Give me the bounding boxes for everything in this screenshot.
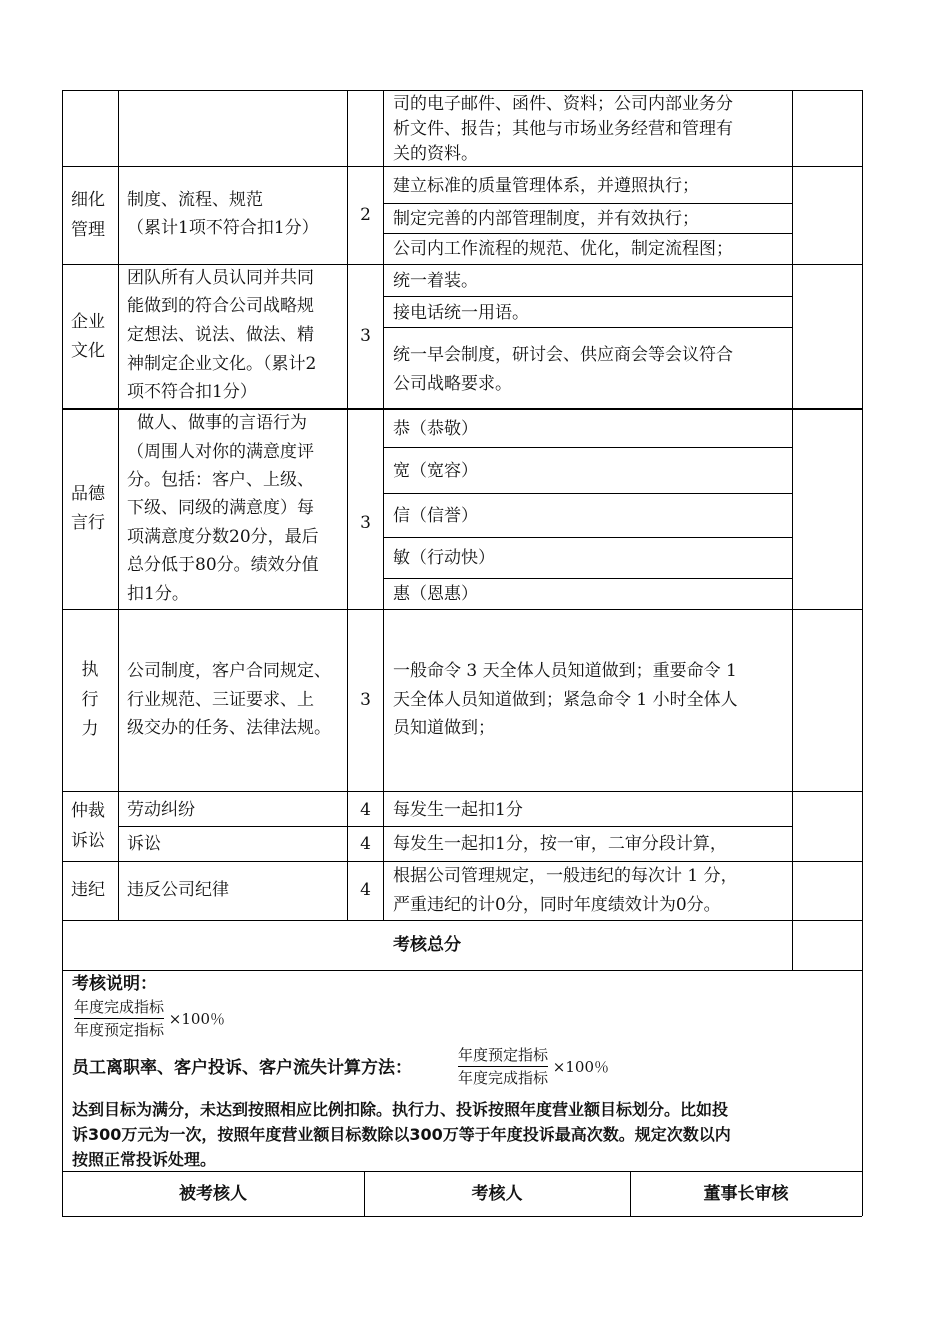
content-text: 总分低于80分。绩效分值 [127,555,319,575]
content-text: 违反公司纪律 [127,880,229,900]
formula-numerator: 年度完成指标 [74,998,165,1016]
notes-paragraph-line: 按照正常投诉处理。 [72,1150,217,1169]
content-text: 做人、做事的言语行为 [137,413,307,433]
content-text: 级交办的任务、法律法规。 [127,718,331,738]
content-text: 定想法、说法、做法、精 [127,325,314,345]
detail-text: 一般命令 3 天全体人员知道做到；重要命令 1 [393,661,737,681]
formula-1 [74,997,225,1040]
content-text: 能做到的符合公司战略规 [127,296,314,316]
category-label: 诉讼 [71,831,105,851]
formula-denominator: 年度预定指标 [74,1021,165,1039]
detail-item: 恭（恭敬） [393,419,478,439]
detail-line: 关的资料。 [393,144,478,164]
chairman-review-label: 董事长审核 [703,1184,789,1204]
category-label: 仲裁 [71,801,105,821]
detail-item: 统一早会制度，研讨会、供应商会等会议符合 [393,345,733,365]
detail-line: 司的电子邮件、函件、资料；公司内部业务分 [393,94,733,114]
content-text: 项不符合扣1分） [127,382,257,402]
score-value: 3 [360,513,371,533]
fraction-bar [458,1066,548,1067]
content-text: 公司制度，客户合同规定、 [127,661,331,681]
detail-line: 析文件、报告；其他与市场业务经营和管理有 [393,119,733,139]
category-label: 文化 [71,341,105,361]
detail-item: 宽（宽容） [393,461,478,481]
category-label: 企业 [71,312,105,332]
detail-text: 每发生一起扣1分 [393,800,523,820]
fraction-bar [74,1018,164,1019]
content-text: 分。包括：客户、上级、 [127,470,314,490]
detail-item: 建立标准的质量管理体系，并遵照执行； [393,176,699,196]
category-label: 行 [81,690,99,710]
formula-2-label: 员工离职率、客户投诉、客户流失计算方法： [72,1058,412,1078]
detail-item: 制定完善的内部管理制度，并有效执行； [393,209,699,229]
notes-paragraph-line: 诉300万元为一次，按照年度营业额目标数除以300万等于年度投诉最高次数。规定次数以内 [72,1125,731,1144]
notes-paragraph-line: 达到目标为满分，未达到按照相应比例扣除。执行力、投诉按照年度营业额目标划分。比如投 [72,1100,729,1119]
detail-item: 敏（行动快） [393,548,495,568]
content-text: 诉讼 [127,834,161,854]
formula-denominator: 年度完成指标 [458,1069,549,1087]
category-label: 细化 [71,190,105,210]
score-value: 4 [360,834,371,854]
content-text: 扣1分。 [127,584,189,604]
content-text: 劳动纠纷 [127,800,195,820]
score-value: 2 [360,205,371,225]
score-value: 3 [360,690,371,710]
detail-item: 惠（恩惠） [393,584,478,604]
score-value: 3 [360,326,371,346]
content-text: 行业规范、三证要求、上 [127,690,314,710]
content-text: 下级、同级的满意度）每 [127,498,314,518]
detail-item: 公司内工作流程的规范、优化，制定流程图； [393,239,733,259]
content-text: （累计1项不符合扣1分） [127,218,319,238]
content-text: （周围人对你的满意度评 [127,442,314,462]
detail-item: 统一着装。 [393,271,478,291]
detail-item: 信（信誉） [393,506,478,526]
content-text: 团队所有人员认同并共同 [127,268,314,288]
content-text: 项满意度分数20分，最后 [127,527,319,547]
category-label: 力 [81,719,99,739]
assessee-label: 被考核人 [179,1184,247,1204]
category-label: 品德 [71,484,105,504]
content-text: 神制定企业文化。（累计2 [127,354,317,374]
detail-text: 员知道做到； [393,718,495,738]
score-value: 4 [360,800,371,820]
category-label: 执 [81,660,99,680]
formula-suffix: ×100％ [168,1010,225,1028]
assessor-label: 考核人 [471,1184,523,1204]
score-value: 4 [360,880,371,900]
notes-title: 考核说明： [72,974,157,994]
detail-item: 公司战略要求。 [393,374,512,394]
detail-text: 天全体人员知道做到；紧急命令 1 小时全体人 [393,690,738,710]
detail-text: 严重违纪的计0分，同时年度绩效计为0分。 [393,895,721,915]
category-label: 言行 [71,513,105,533]
detail-text: 每发生一起扣1分，按一审，二审分段计算， [393,834,727,854]
category-label: 违纪 [71,880,105,900]
content-text: 制度、流程、规范 [127,190,263,210]
detail-item: 接电话统一用语。 [393,303,529,323]
category-label: 管理 [71,220,105,240]
formula-2 [458,1045,609,1088]
formula-numerator: 年度预定指标 [458,1046,549,1064]
detail-text: 根据公司管理规定，一般违纪的每次计 1 分， [393,866,738,886]
formula-suffix: ×100％ [552,1058,609,1076]
total-score-label: 考核总分 [393,935,461,955]
